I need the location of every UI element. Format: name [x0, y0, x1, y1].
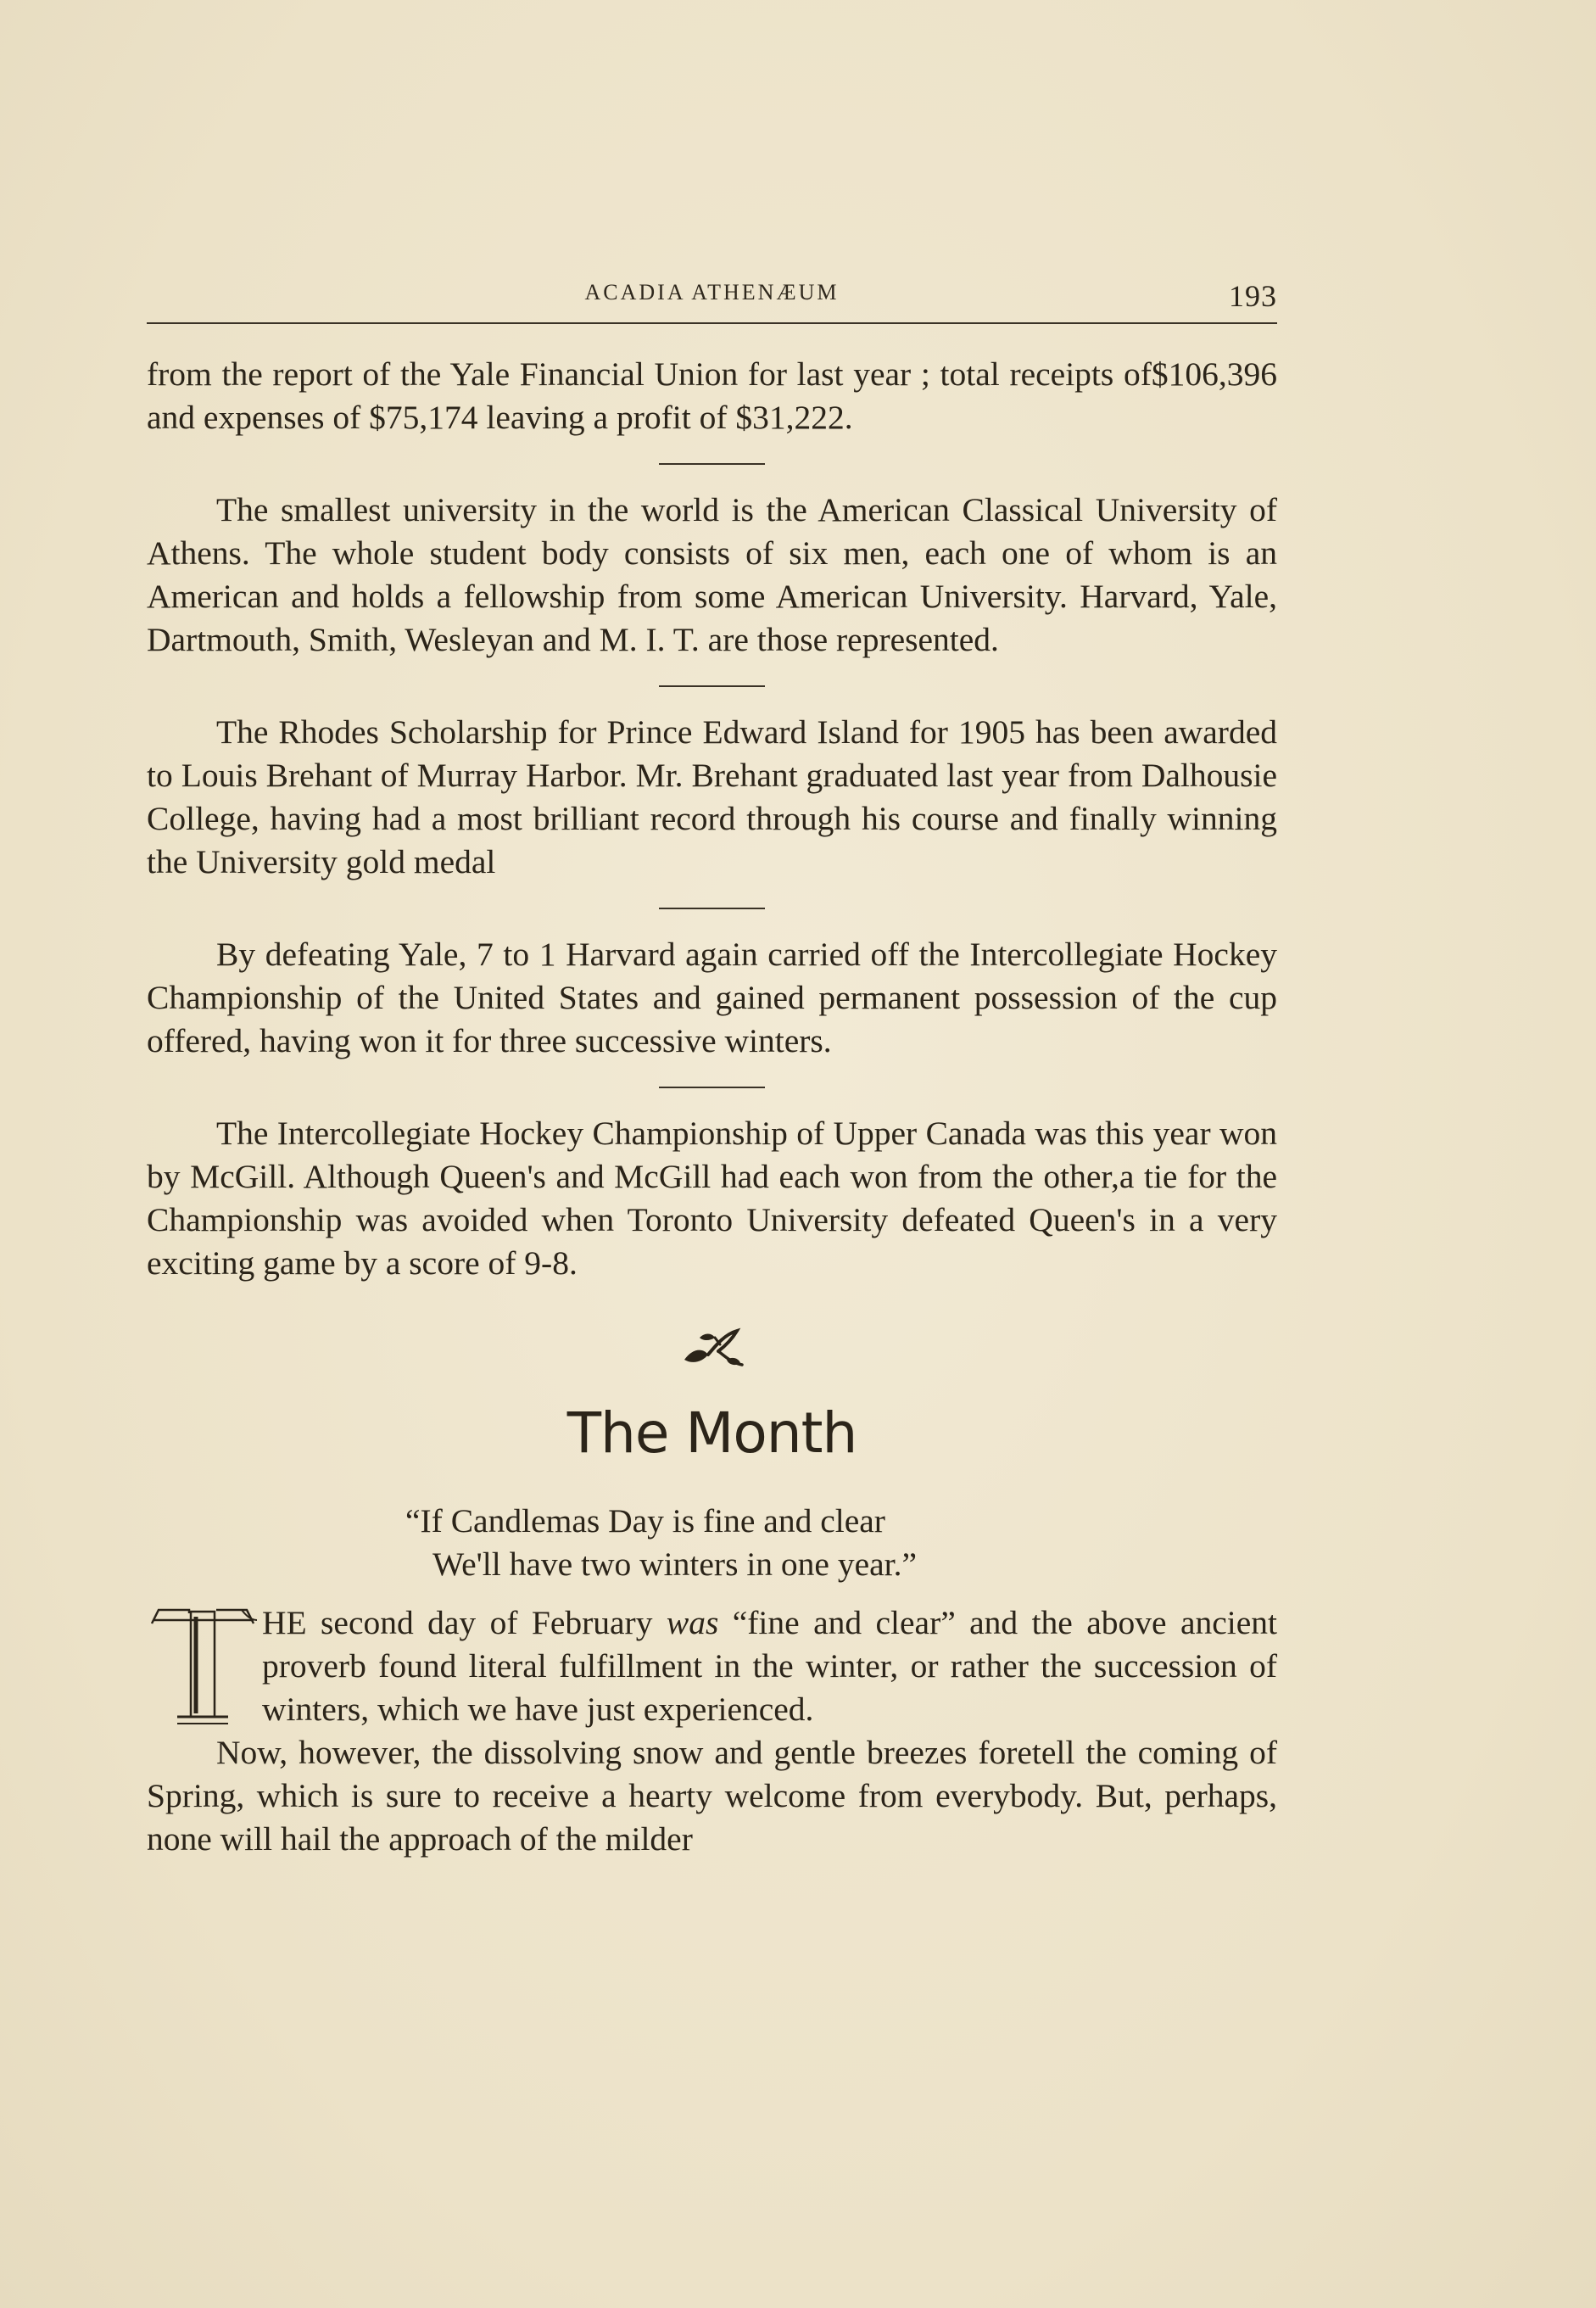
news-item-smallest-university: The smallest university in the world is the American Classical University of Athens. The whole student body consists of six men, each one of whom is an American and holds a fellowship from some American University. Harvard, Yale, Dartmouth, Smith, Wesleyan and M. I. T. are those represented.	[147, 491, 1277, 658]
month-body	[147, 1601, 1277, 1861]
paragraph-text: HE second day of February	[262, 1604, 667, 1641]
month-paragraph	[147, 1601, 1277, 1731]
epigraph-line: “If Candlemas Day is fine and clear	[405, 1502, 885, 1540]
paragraph-text: “fine and clear” and the above ancient proverb found literal fulfillment in the winter, or rather the succession of winters, which we have just experienced.	[262, 1604, 1277, 1728]
fleuron-ornament-icon	[674, 1322, 751, 1373]
news-item-mcgill-hockey: The Intercollegiate Hockey Championship of Upper Canada was this year won by McGill. Although Queen's and McGill had each won from the other,a tie for the Championship was avoided when Toronto University defeated Queen's in a very exciting game by a score of 9-8.	[147, 1115, 1277, 1282]
italic-word: was	[666, 1604, 719, 1641]
epigraph	[147, 1500, 1277, 1586]
separator-rule	[659, 908, 765, 909]
running-title: ACADIA ATHENÆUM	[584, 280, 840, 305]
epigraph-line: We'll have two winters in one year.”	[432, 1545, 918, 1583]
news-item-harvard-hockey: By defeating Yale, 7 to 1 Harvard again carried off the Intercollegiate Hockey Championship of the United States and gained permanent possession of the cup offered, having won it for three successive winters.	[147, 936, 1277, 1059]
section-title: The Month	[566, 1400, 857, 1466]
running-header	[147, 254, 1277, 324]
page	[147, 254, 1277, 1861]
news-item-yale-finances: from the report of the Yale Financial Union for last year ; total receipts of$106,396 and expenses of $75,174 leaving a profit of $31,222.	[147, 355, 1277, 436]
month-paragraph-continued: Now, however, the dissolving snow and gentle breezes foretell the coming of Spring, which is sure to receive a hearty welcome from everybody. But, perhaps, none will hail the approach of the milder	[147, 1734, 1277, 1858]
separator-rule	[659, 685, 765, 687]
separator-rule	[659, 1087, 765, 1088]
news-item-rhodes-scholarship: The Rhodes Scholarship for Prince Edward Island for 1905 has been awarded to Louis Brehant of Murray Harbor. Mr. Brehant graduated last year from Dalhousie College, having had a most brilliant record through his course and finally winning the University gold medal	[147, 713, 1277, 880]
page-number: 193	[1229, 279, 1277, 313]
drop-cap-t	[147, 1605, 259, 1730]
separator-rule	[659, 463, 765, 465]
